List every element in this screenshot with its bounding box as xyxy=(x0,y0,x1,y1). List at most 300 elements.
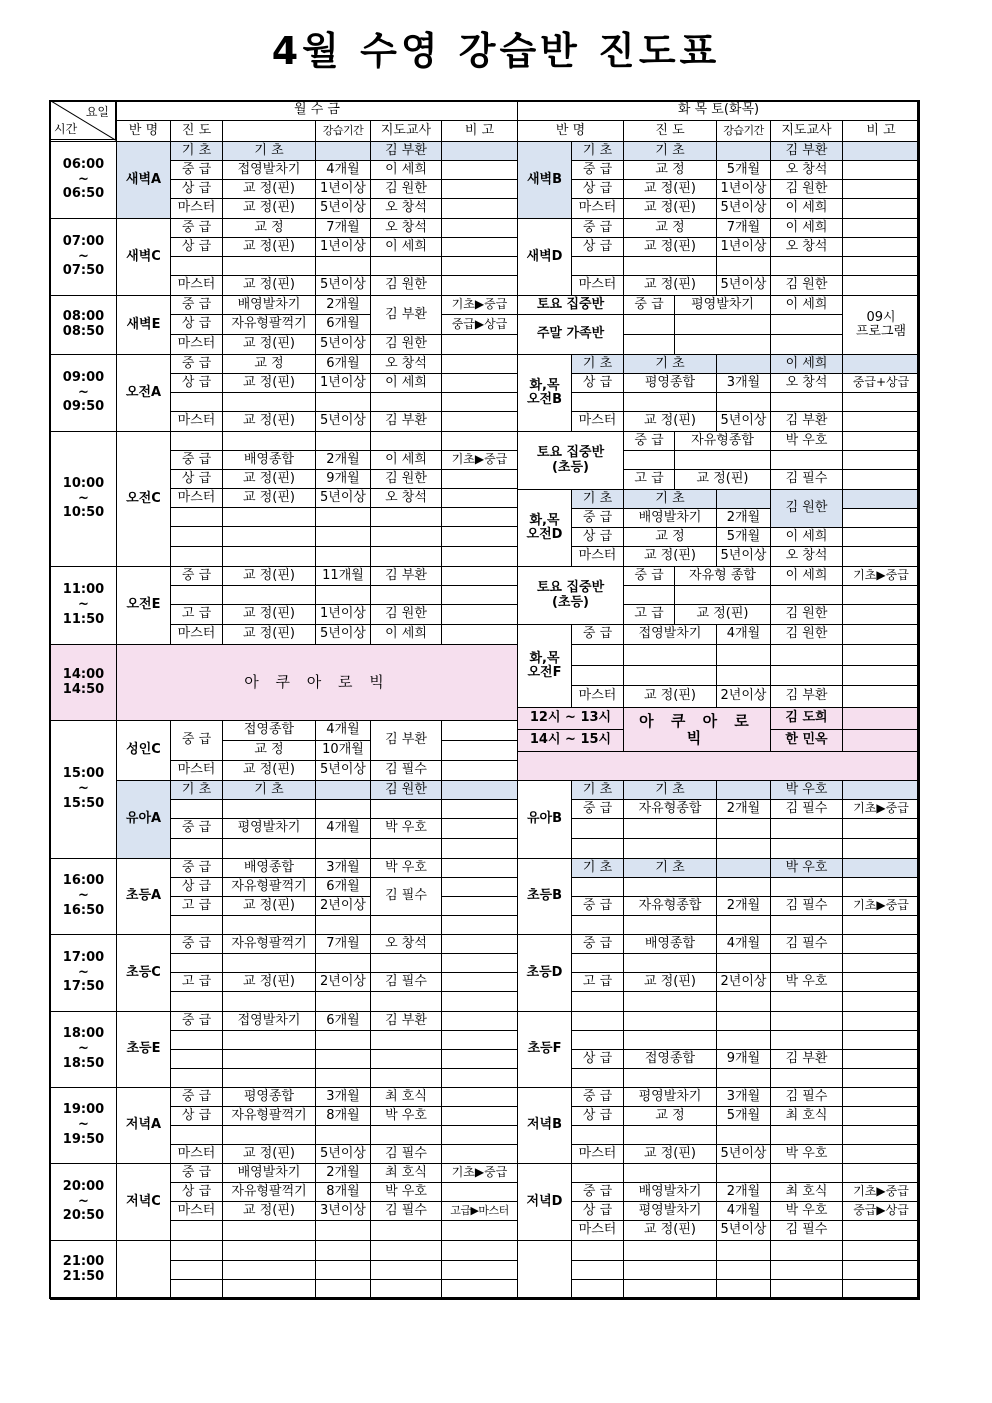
table-cell: 최 호식 xyxy=(770,1182,843,1202)
table-cell: 김 부환 xyxy=(370,1011,442,1031)
table-cell xyxy=(770,991,843,1012)
table-cell xyxy=(441,469,518,489)
table-cell xyxy=(170,256,223,276)
table-cell xyxy=(170,507,223,527)
table-cell xyxy=(222,392,316,412)
table-cell: 교 정(핀) xyxy=(674,469,771,490)
table-cell: 5개월 xyxy=(716,1106,771,1126)
table-cell: 4개월 xyxy=(315,160,371,180)
table-cell xyxy=(441,991,518,1012)
table-cell xyxy=(441,411,518,432)
table-cell: 김 도희 xyxy=(770,707,843,730)
table-cell: 교 정(핀) xyxy=(222,275,316,296)
table-cell: 진 도 xyxy=(623,120,717,142)
table-cell: 교 정(핀) xyxy=(623,179,717,199)
table-cell xyxy=(170,1068,223,1088)
table-cell: 배영발차기 xyxy=(222,1163,316,1183)
table-cell: 4개월 xyxy=(716,934,771,954)
table-cell xyxy=(370,1279,442,1300)
table-cell xyxy=(571,1279,624,1300)
table-cell: 중 급 xyxy=(571,934,624,954)
table-cell xyxy=(842,527,920,547)
table-corner-header xyxy=(50,100,116,140)
table-cell: 17:00 ~ 17:50 xyxy=(50,934,117,1012)
table-cell: 김 부환 xyxy=(770,1049,843,1069)
table-cell: 6개월 xyxy=(315,354,371,374)
table-cell xyxy=(623,392,717,412)
table-cell: 새벽A xyxy=(116,141,171,219)
table-cell xyxy=(370,953,442,973)
table-cell: 교 정 xyxy=(222,354,316,374)
table-cell: 중 급 xyxy=(170,818,223,839)
table-cell xyxy=(441,256,518,276)
table-cell: 5개월 xyxy=(716,527,771,547)
table-cell: 중급▶상급 xyxy=(441,314,518,335)
table-cell: 토요 집중반 (초등) xyxy=(517,566,624,625)
table-cell: 교 정 xyxy=(623,1106,717,1126)
table-cell: 이 세희 xyxy=(770,218,843,238)
table-cell xyxy=(441,953,518,973)
table-cell: 접영종합 xyxy=(623,1049,717,1069)
table-cell: 교 정(핀) xyxy=(222,1144,316,1164)
table-cell xyxy=(441,1106,518,1126)
table-cell: 김 필수 xyxy=(370,760,442,781)
table-cell xyxy=(571,392,624,412)
table-cell: 기 초 xyxy=(170,780,223,800)
table-cell: 마스터 xyxy=(571,1220,624,1241)
table-cell xyxy=(571,953,624,973)
table-cell: 지도교사 xyxy=(770,120,843,142)
table-cell: 7개월 xyxy=(716,218,771,238)
table-cell xyxy=(441,1087,518,1107)
table-cell xyxy=(623,953,717,973)
table-cell: 김 원한 xyxy=(770,489,843,528)
table-cell xyxy=(623,1125,717,1145)
table-cell: 마스터 xyxy=(571,685,624,708)
table-cell: 마스터 xyxy=(571,198,624,219)
table-cell: 중급+상급 xyxy=(842,373,920,393)
table-cell: 김 원한 xyxy=(370,334,442,355)
table-cell xyxy=(170,799,223,819)
table-cell xyxy=(170,1220,223,1241)
table-cell xyxy=(571,991,624,1012)
table-cell xyxy=(370,546,442,567)
table-cell: 교 정(핀) xyxy=(623,546,717,567)
table-cell: 배영발차기 xyxy=(623,508,717,528)
table-cell xyxy=(170,546,223,567)
table-cell: 평영발차기 xyxy=(674,295,771,315)
table-cell: 평영종합 xyxy=(222,1087,316,1107)
table-cell: 중급▶상급 xyxy=(842,1201,920,1221)
table-cell xyxy=(842,392,920,412)
table-cell: 중 급 xyxy=(571,896,624,916)
table-cell: 2개월 xyxy=(716,508,771,528)
table-cell xyxy=(842,1260,920,1280)
table-cell: 교 정(핀) xyxy=(222,237,316,257)
table-cell: 오전E xyxy=(116,566,171,645)
table-cell xyxy=(370,838,442,859)
table-cell: 2년이상 xyxy=(315,896,371,916)
table-cell: 2년이상 xyxy=(315,972,371,992)
table-cell: 중 급 xyxy=(170,450,223,470)
table-cell xyxy=(623,1240,717,1261)
table-cell: 5년이상 xyxy=(716,546,771,567)
table-cell: 자유형팔꺽기 xyxy=(222,1182,316,1202)
table-cell xyxy=(770,1030,843,1050)
table-cell xyxy=(842,1087,920,1107)
table-cell: 성인C xyxy=(116,720,171,781)
table-cell xyxy=(716,877,771,897)
table-cell: 접영발차기 xyxy=(623,624,717,645)
table-cell xyxy=(441,760,518,781)
table-cell xyxy=(571,1260,624,1280)
table-cell: 중 급 xyxy=(170,566,223,586)
table-cell xyxy=(770,1068,843,1088)
table-cell xyxy=(842,780,920,800)
table-cell: 자유형팔꺽기 xyxy=(222,314,316,335)
table-cell xyxy=(623,877,717,897)
table-cell: 5년이상 xyxy=(716,275,771,296)
table-cell xyxy=(716,780,771,800)
table-cell: 07:00 ~ 07:50 xyxy=(50,218,117,296)
table-cell xyxy=(716,644,771,666)
table-cell xyxy=(222,1049,316,1069)
table-cell: 유아A xyxy=(116,780,171,859)
table-cell xyxy=(315,953,371,973)
table-cell: 1년이상 xyxy=(716,179,771,199)
table-cell xyxy=(770,1260,843,1280)
table-cell: 오 창석 xyxy=(770,546,843,567)
table-cell xyxy=(315,915,371,935)
table-cell: 마스터 xyxy=(170,1144,223,1164)
table-cell xyxy=(623,1011,717,1031)
table-cell xyxy=(770,1279,843,1300)
table-cell: 유아B xyxy=(517,780,572,859)
table-cell: 고 급 xyxy=(170,896,223,916)
table-cell xyxy=(770,450,843,470)
table-cell: 6개월 xyxy=(315,877,371,897)
table-cell: 평영발차기 xyxy=(623,1201,717,1221)
table-cell xyxy=(441,373,518,393)
table-cell: 4개월 xyxy=(315,720,371,741)
table-cell: 18:00 ~ 18:50 xyxy=(50,1011,117,1088)
table-cell: 화,목 오전F xyxy=(517,624,572,708)
table-cell xyxy=(716,1125,771,1145)
table-cell xyxy=(842,729,920,752)
table-cell: 5년이상 xyxy=(716,1220,771,1241)
table-cell xyxy=(441,1144,518,1164)
table-cell xyxy=(571,1030,624,1050)
table-cell xyxy=(222,1220,316,1241)
table-cell: 박 우호 xyxy=(770,858,843,878)
table-cell: 5년이상 xyxy=(315,411,371,432)
table-cell: 중 급 xyxy=(571,1182,624,1202)
table-cell: 이 세희 xyxy=(370,450,442,470)
table-cell xyxy=(842,1125,920,1145)
table-cell: 김 원한 xyxy=(370,780,442,800)
table-cell xyxy=(842,508,920,528)
table-cell xyxy=(170,1030,223,1050)
table-cell xyxy=(716,392,771,412)
table-cell xyxy=(441,392,518,412)
table-cell: 상 급 xyxy=(170,179,223,199)
table-cell xyxy=(441,1068,518,1088)
table-cell xyxy=(315,546,371,567)
table-cell xyxy=(441,1011,518,1031)
table-cell: 고 급 xyxy=(623,469,675,490)
table-cell xyxy=(571,818,624,839)
table-cell xyxy=(770,953,843,973)
table-cell xyxy=(222,1260,316,1280)
table-cell xyxy=(842,685,920,708)
table-cell: 중 급 xyxy=(571,624,624,645)
table-cell xyxy=(315,1279,371,1300)
table-cell: 마스터 xyxy=(170,198,223,219)
table-cell: 상 급 xyxy=(170,237,223,257)
table-cell: 교 정(핀) xyxy=(222,488,316,508)
table-cell: 초등B xyxy=(517,858,572,935)
table-cell xyxy=(842,450,920,470)
table-cell: 중 급 xyxy=(170,218,223,238)
table-cell: 8개월 xyxy=(315,1106,371,1126)
table-cell: 중 급 xyxy=(623,431,675,451)
table-cell xyxy=(441,1240,518,1261)
table-cell: 중 급 xyxy=(170,354,223,374)
table-cell: 5년이상 xyxy=(716,411,771,432)
table-cell: 5년이상 xyxy=(315,334,371,355)
table-cell: 교 정(핀) xyxy=(222,760,316,781)
table-cell xyxy=(770,877,843,897)
table-cell: 15:00 ~ 15:50 xyxy=(50,720,117,859)
table-cell xyxy=(170,991,223,1012)
table-cell: 중 급 xyxy=(170,934,223,954)
table-cell xyxy=(441,1260,518,1280)
table-cell: 교 정(핀) xyxy=(623,275,717,296)
table-cell xyxy=(842,431,920,451)
table-cell: 14:00 14:50 xyxy=(50,644,117,721)
table-cell xyxy=(222,1125,316,1145)
table-cell xyxy=(222,431,316,451)
table-cell xyxy=(842,1049,920,1069)
table-cell: 기 초 xyxy=(623,354,717,374)
table-cell xyxy=(674,450,771,470)
table-cell xyxy=(842,858,920,878)
table-cell: 마스터 xyxy=(170,488,223,508)
table-cell: 교 정(핀) xyxy=(222,604,316,625)
table-cell xyxy=(170,392,223,412)
table-cell xyxy=(842,915,920,935)
table-cell: 상 급 xyxy=(571,1106,624,1126)
table-cell: 중 급 xyxy=(170,858,223,878)
page-title: 4월 수영 강습반 진도표 xyxy=(271,29,721,73)
table-cell: 김 부환 xyxy=(370,141,442,161)
table-cell: 9개월 xyxy=(716,1049,771,1069)
table-cell: 김 필수 xyxy=(370,972,442,992)
table-cell xyxy=(842,1011,920,1031)
table-cell: 기 초 xyxy=(571,141,624,161)
table-cell xyxy=(842,604,920,625)
table-cell xyxy=(842,1030,920,1050)
table-cell: 중 급 xyxy=(623,566,675,586)
table-cell xyxy=(170,953,223,973)
table-cell xyxy=(716,1279,771,1300)
table-cell xyxy=(842,141,920,161)
table-cell: 상 급 xyxy=(170,1182,223,1202)
table-cell: 교 정(핀) xyxy=(222,198,316,219)
table-cell: 16:00 ~ 16:50 xyxy=(50,858,117,935)
table-cell xyxy=(441,604,518,625)
table-cell: 1년이상 xyxy=(315,179,371,199)
table-cell: 마스터 xyxy=(571,1144,624,1164)
table-cell: 상 급 xyxy=(571,237,624,257)
table-cell: 상 급 xyxy=(170,373,223,393)
table-cell: 기초▶중급 xyxy=(441,295,518,315)
table-cell xyxy=(315,256,371,276)
table-cell: 2개월 xyxy=(315,295,371,315)
table-cell xyxy=(842,1163,920,1183)
table-cell: 1년이상 xyxy=(716,237,771,257)
table-cell xyxy=(674,334,771,355)
table-cell: 평영발차기 xyxy=(222,818,316,839)
table-cell xyxy=(842,218,920,238)
table-cell: 이 세희 xyxy=(770,295,843,315)
table-cell: 박 우호 xyxy=(770,972,843,992)
table-cell: 배영종합 xyxy=(222,858,316,878)
table-cell: 김 원한 xyxy=(370,604,442,625)
table-cell xyxy=(770,644,843,666)
table-cell xyxy=(623,314,675,335)
table-cell xyxy=(842,953,920,973)
table-cell: 오 창석 xyxy=(370,934,442,954)
table-cell xyxy=(623,1068,717,1088)
table-cell xyxy=(842,256,920,276)
table-cell xyxy=(315,431,371,451)
table-cell xyxy=(842,546,920,567)
table-cell xyxy=(842,1106,920,1126)
table-cell: 기초▶중급 xyxy=(441,1163,518,1183)
table-cell: 김 필수 xyxy=(370,1144,442,1164)
table-cell: 교 정(핀) xyxy=(623,237,717,257)
table-cell: 1년이상 xyxy=(315,373,371,393)
table-cell: 김 원한 xyxy=(770,624,843,645)
table-cell: 교 정(핀) xyxy=(222,972,316,992)
table-cell xyxy=(315,1220,371,1241)
table-cell: 배영종합 xyxy=(222,450,316,470)
table-cell: 1년이상 xyxy=(315,237,371,257)
corner-day-label: 요일 xyxy=(85,105,109,119)
table-cell: 반 명 xyxy=(116,120,171,142)
table-cell: 마스터 xyxy=(170,334,223,355)
table-cell xyxy=(441,507,518,527)
table-cell: 상 급 xyxy=(571,179,624,199)
table-cell: 3개월 xyxy=(315,858,371,878)
table-cell: 기 초 xyxy=(222,141,316,161)
table-cell: 초등C xyxy=(116,934,171,1012)
table-cell xyxy=(571,1011,624,1031)
table-cell xyxy=(441,1279,518,1300)
table-cell xyxy=(222,1030,316,1050)
table-cell xyxy=(441,526,518,547)
table-cell xyxy=(315,1240,371,1261)
table-cell xyxy=(716,991,771,1012)
table-cell: 기 초 xyxy=(623,780,717,800)
table-cell: 화 목 토(화목) xyxy=(517,100,920,121)
table-cell xyxy=(842,585,920,605)
table-cell: 중 급 xyxy=(571,218,624,238)
table-cell xyxy=(842,818,920,839)
table-cell: 마스터 xyxy=(571,546,624,567)
table-cell: 2개월 xyxy=(716,1182,771,1202)
table-cell: 교 정(핀) xyxy=(222,334,316,355)
table-cell xyxy=(770,1240,843,1261)
table-cell: 08:00 08:50 xyxy=(50,295,117,355)
table-cell xyxy=(623,1163,717,1183)
table-cell xyxy=(623,665,717,686)
table-cell: 배영발차기 xyxy=(623,1182,717,1202)
table-cell xyxy=(842,411,920,432)
table-cell: 2년이상 xyxy=(716,972,771,992)
table-cell xyxy=(441,141,518,161)
table-cell: 5개월 xyxy=(716,160,771,180)
table-cell xyxy=(370,392,442,412)
table-cell: 10:00 ~ 10:50 xyxy=(50,431,117,567)
table-cell xyxy=(517,1240,572,1300)
table-cell: 마스터 xyxy=(170,275,223,296)
table-cell xyxy=(770,314,843,335)
table-cell: 배영종합 xyxy=(623,934,717,954)
table-cell xyxy=(623,915,717,935)
table-cell xyxy=(170,915,223,935)
table-cell xyxy=(571,1125,624,1145)
table-cell: 상 급 xyxy=(170,877,223,897)
table-cell: 김 부환 xyxy=(770,141,843,161)
table-cell xyxy=(716,953,771,973)
table-cell xyxy=(441,780,518,800)
table-cell: 중 급 xyxy=(571,799,624,819)
table-cell xyxy=(441,354,518,374)
table-cell xyxy=(315,1260,371,1280)
table-cell xyxy=(716,1011,771,1031)
table-cell xyxy=(170,1279,223,1300)
table-cell: 반 명 xyxy=(517,120,624,142)
table-cell: 오전C xyxy=(116,431,171,567)
table-cell xyxy=(674,314,771,335)
table-cell xyxy=(842,198,920,219)
table-cell xyxy=(571,915,624,935)
table-cell xyxy=(370,1240,442,1261)
table-cell: 교 정(핀) xyxy=(222,1201,316,1221)
table-cell: 5년이상 xyxy=(716,198,771,219)
table-cell xyxy=(842,624,920,645)
table-cell: 화,목 오전B xyxy=(517,354,572,432)
table-cell: 5년이상 xyxy=(315,760,371,781)
table-cell: 기초▶중급 xyxy=(842,566,920,586)
table-cell: 교 정 xyxy=(623,218,717,238)
table-cell: 중 급 xyxy=(170,720,223,761)
table-cell xyxy=(716,489,771,509)
table-cell xyxy=(842,934,920,954)
table-cell xyxy=(842,972,920,992)
table-cell: 6개월 xyxy=(315,314,371,335)
table-cell: 09:00 ~ 09:50 xyxy=(50,354,117,432)
table-cell xyxy=(716,915,771,935)
table-cell xyxy=(716,1068,771,1088)
table-cell xyxy=(623,838,717,859)
table-cell: 교 정(핀) xyxy=(623,972,717,992)
table-cell: 자유형 종합 xyxy=(674,566,771,586)
table-cell: 새벽E xyxy=(116,295,171,355)
table-cell: 최 호식 xyxy=(370,1163,442,1183)
